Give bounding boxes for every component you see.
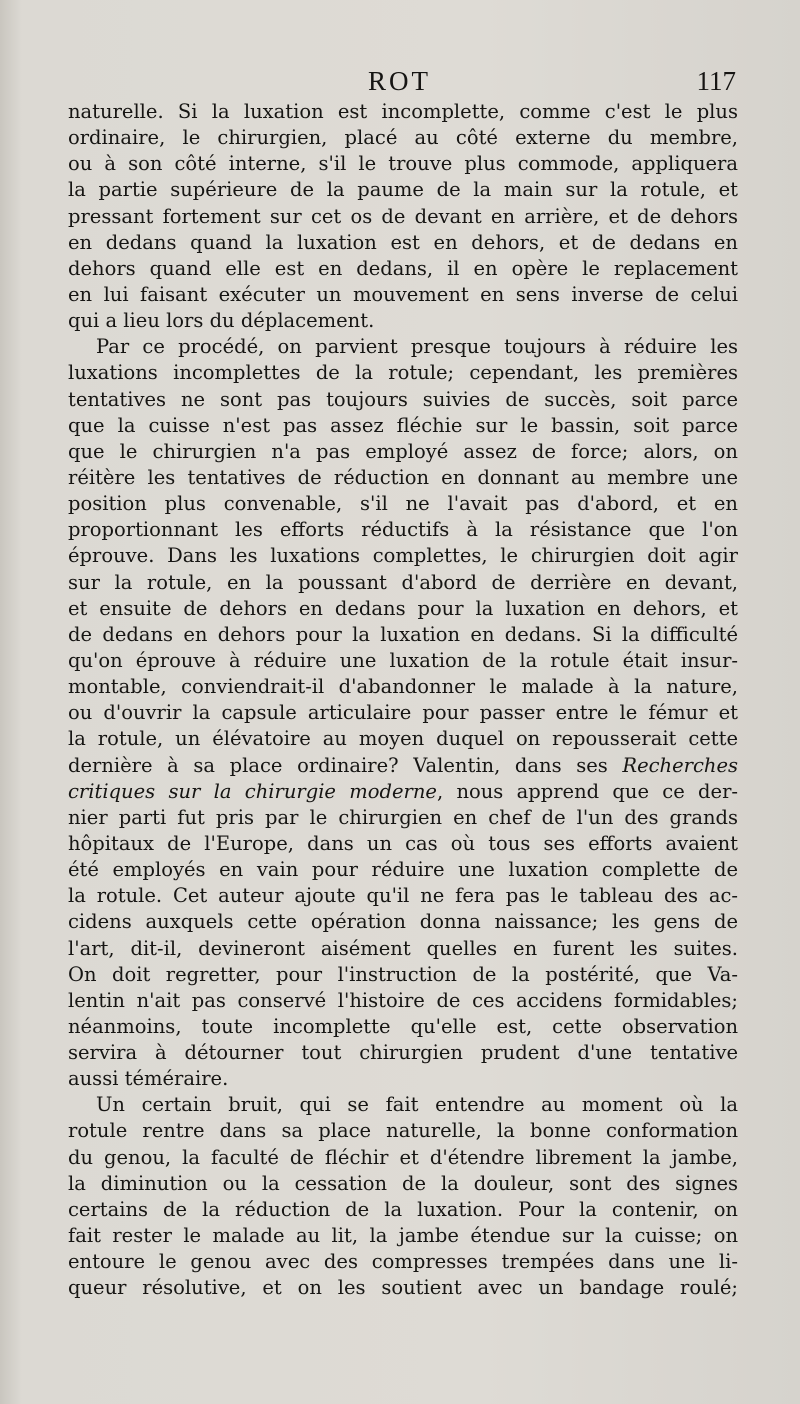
text-line: l'art, dit-il, devineront aisément quelles en furent les suites. (68, 936, 738, 960)
italic-title-fragment: critiques sur la chirurgie moderne (68, 779, 437, 803)
text-line: néanmoins, toute incomplette qu'elle est, cette observation (68, 1014, 738, 1038)
text-line: pressant fortement sur cet os de devant en arrière, et de dehors (68, 204, 738, 228)
text-line: de dedans en dehors pour la luxation en dedans. Si la difficulté (68, 622, 738, 646)
text-line: ou d'ouvrir la capsule articulaire pour passer entre le fémur et (68, 701, 738, 725)
text-line: fait rester le malade au lit, la jambe étendue sur la cuisse; on (68, 1224, 738, 1248)
text-line: luxations incomplettes de la rotule; cependant, les premières (68, 361, 738, 385)
body-text (68, 99, 738, 1301)
text-line: qu'on éprouve à réduire une luxation de la rotule était insur- (68, 648, 738, 672)
text-line: du genou, la faculté de fléchir et d'étendre librement la jambe, (68, 1145, 738, 1169)
text-line: proportionnant les efforts réductifs à la résistance que l'on (68, 518, 738, 542)
text-line: nier parti fut pris par le chirurgien en chef de l'un des grands (68, 805, 738, 829)
paragraph-start-line: Par ce procédé, on parvient presque toujours à réduire les (96, 335, 738, 359)
text-line: aussi téméraire. (68, 1067, 229, 1091)
text-segment: dernière à sa place ordinaire? Valentin, dans ses (68, 753, 623, 777)
running-head-title: ROT (368, 66, 431, 96)
text-line: ordinaire, le chirurgien, placé au côté externe du membre, (68, 126, 738, 150)
page-number: 117 (696, 66, 736, 96)
text-line: la rotule. Cet auteur ajoute qu'il ne fera pas le tableau des ac- (68, 884, 738, 908)
text-line: dehors quand elle est en dedans, il en opère le replacement (68, 256, 738, 280)
text-line: On doit regretter, pour l'instruction de la postérité, que Va- (68, 962, 738, 986)
text-line: en dedans quand la luxation est en dehors, et de dedans en (68, 230, 738, 254)
text-line: éprouve. Dans les luxations complettes, le chirurgien doit agir (68, 544, 738, 568)
text-line: naturelle. Si la luxation est incomplette, comme c'est le plus (68, 100, 738, 123)
text-line: été employés en vain pour réduire une luxation complette de (68, 858, 738, 882)
running-head (0, 66, 800, 102)
text-segment: , nous apprend que ce der- (436, 779, 738, 803)
text-line: en lui faisant exécuter un mouvement en sens inverse de celui (68, 282, 738, 306)
text-line: cidens auxquels cette opération donna naissance; les gens de (68, 910, 738, 934)
text-line: sur la rotule, en la poussant d'abord de derrière en devant, (68, 570, 738, 594)
paragraph-start-line: Un certain bruit, qui se fait entendre au moment où la (96, 1093, 738, 1117)
text-line: la diminution ou la cessation de la douleur, sont des signes (68, 1171, 738, 1195)
text-line: tentatives ne sont pas toujours suivies de succès, soit parce (68, 387, 738, 411)
text-line: entoure le genou avec des compresses trempées dans une li- (68, 1250, 738, 1274)
text-line: montable, conviendrait-il d'abandonner le malade à la nature, (68, 675, 738, 699)
text-line: queur résolutive, et on les soutient avec un bandage roulé; (68, 1276, 738, 1300)
text-line: servira à détourner tout chirurgien prudent d'une tentative (68, 1041, 738, 1065)
text-line: la partie supérieure de la paume de la main sur la rotule, et (68, 178, 738, 202)
text-line: la rotule, un élévatoire au moyen duquel on repousserait cette (68, 727, 738, 751)
text-line: que la cuisse n'est pas assez fléchie sur le bassin, soit parce (68, 413, 738, 437)
text-line: ou à son côté interne, s'il le trouve plus commode, appliquera (68, 152, 738, 176)
text-line: rotule rentre dans sa place naturelle, la bonne conformation (68, 1119, 738, 1143)
text-line: réitère les tentatives de réduction en donnant au membre une (68, 465, 738, 489)
text-line-with-italic (68, 779, 738, 805)
text-line: hôpitaux de l'Europe, dans un cas où tous ses efforts avaient (68, 831, 738, 855)
text-line: lentin n'ait pas conservé l'histoire de ces accidens formidables; (68, 988, 738, 1012)
text-line: et ensuite de dehors en dedans pour la luxation en dehors, et (68, 596, 738, 620)
text-line: qui a lieu lors du déplacement. (68, 309, 375, 333)
text-line-with-italic (68, 753, 738, 779)
text-line: certains de la réduction de la luxation. Pour la contenir, on (68, 1197, 738, 1221)
text-line: que le chirurgien n'a pas employé assez de force; alors, on (68, 439, 738, 463)
text-line: position plus convenable, s'il ne l'avait pas d'abord, et en (68, 492, 738, 516)
italic-title-fragment: Recherches (622, 753, 738, 777)
